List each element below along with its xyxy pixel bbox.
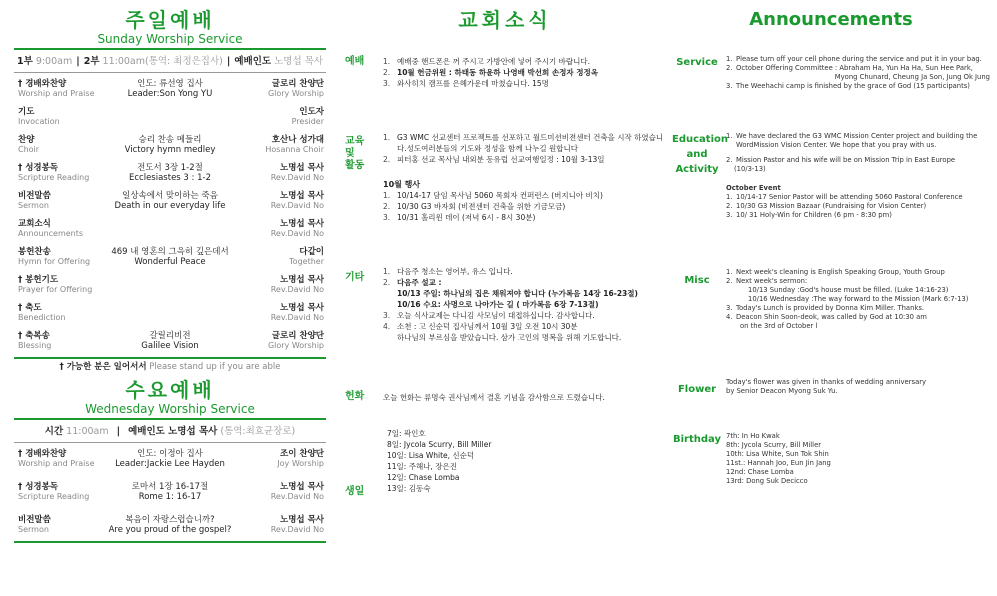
- order-row: [14, 191, 326, 219]
- wed-leader-label: 예배인도 노명섭 목사: [128, 426, 218, 437]
- news-item: G3 WMC 선교센터 프로젝트를 선포하고 월드미션비젼센터 건축을 시작 하였습니다.성도여러분들의 기도와 정성을 함께 나누길 원합니다: [397, 133, 664, 153]
- time1-value: 9:00am: [35, 56, 73, 67]
- news-item: 10/14-17 담임 목사님 5060 목회자 컨퍼런스 (버지니아 비치): [397, 191, 603, 200]
- order-leader: 호산나 성가대: [271, 135, 324, 145]
- ann-item: Today's Lunch is provided by Donna Kim Miller. Thanks.: [736, 304, 925, 312]
- wed-leader-value: (통역:최효균장로): [220, 426, 296, 437]
- ann-item: We have declared the G3 WMC Mission Center project and building the WordMission Vision Center. We hope that you pray with us.: [736, 132, 978, 149]
- order-detail-en: Leader:Jackie Lee Hayden: [115, 459, 225, 469]
- order-row: [14, 303, 326, 331]
- order-leader: 노명섭 목사: [279, 163, 324, 173]
- order-leader-en: Rev.David No: [270, 285, 324, 294]
- wed-time-label: 시간: [44, 426, 64, 437]
- section-label: Service: [676, 57, 718, 68]
- birthday-item: 12nd: Chase Lomba: [726, 468, 794, 476]
- section-label: 생일: [345, 486, 365, 497]
- birthday-item: 13일: 김동숙: [387, 484, 431, 493]
- separator: |: [116, 426, 121, 437]
- order-item: 기도: [18, 107, 35, 117]
- oct-event-head: October Event: [726, 184, 781, 192]
- ann-flower-text: by Senior Deacon Myong Suk Yu.: [726, 387, 838, 395]
- order-leader-en: Hosanna Choir: [265, 145, 324, 154]
- order-leader: 글로리 찬양단: [271, 331, 324, 341]
- order-item-en: Benediction: [18, 313, 66, 322]
- divider: [14, 48, 326, 50]
- section-label-part: 교육: [345, 136, 365, 147]
- ann-item: 10/16 Wednesday :The way forward to the Mission (Mark 6:7-13): [748, 295, 969, 303]
- time2-label: 2부: [83, 56, 100, 67]
- section-label: Misc: [684, 275, 710, 286]
- order-leader-en: Glory Worship: [267, 341, 324, 350]
- order-item-en: Choir: [18, 145, 40, 154]
- order-detail: 일상속에서 맞이하는 죽음: [122, 191, 218, 201]
- time2-value: 11:00am(통역: 최정은집사): [102, 56, 223, 67]
- order-item-en: Announcements: [18, 229, 84, 238]
- ann-item: Next week's cleaning is English Speaking Group, Youth Group: [736, 268, 945, 276]
- order-detail: 469 내 영혼의 그윽히 깊은데서: [111, 247, 229, 257]
- ann-item: 10/14-17 Senior Pastor will be attending 5060 Pastoral Conference: [736, 193, 963, 201]
- order-item-en: Sermon: [18, 525, 49, 534]
- order-row: [14, 515, 326, 539]
- divider: [14, 541, 326, 543]
- order-leader-en: Rev.David No: [270, 492, 324, 501]
- order-item: † 성경봉독: [18, 482, 59, 492]
- wed-time-value: 11:00am: [66, 426, 109, 437]
- order-row: [14, 135, 326, 163]
- order-item-en: Scripture Reading: [18, 492, 90, 501]
- korean-news-column: 교회소식 예배 1. 예배중 핸드폰은 꺼 주시고 가방안에 넣어 주시기 바랍니다. 2. 10월 헌금위원 : 하태동 하윤하 나영배 박선희 손정자 정정옥 3. 와사히치 캠프를 은혜가운데 마쳤습니다. 15명 교육 및 활동 1. G3 WMC 선교센터 프로젝트를 선포하고 월드미션비젼센터 건축을 시작 하였습니다.성도여러분들의 기도와 정성을 함께 나누길 원합니다 2. 피터홍 선교 목사님 내외분 동유럽 선교여행일정 : 10월 3-13일 10월 행사 1. 10/14-17 담임 목사님 5060 목회자 컨퍼런스 (버지니아 비치) 2. 10/30 G3 바자회 (비젼센터 건축을 위한 기금모금) 3. 10/31 홀리윈 데이 (저녁 6시 - 8시 30분) 기타 1. 다음주 청소는 영어부, 유스 입니다. 2. 다음주 설교 : 10/13 주일: 하나님의 집은 채워져야 합니다 (누가복음 14장 16-23절) 10/16 수요: 사명으로 나아가는 길 ( 마가복음 6장 7-13절) 3. 오늘 식사교제는 다니김 사모님이 대접하십니다. 감사합니다. 4. 소천 : 고 신순덕 집사님께서 10월 3일 오전 10시 30분 하나님의 부르심을 받았습니다. 삼가 고인의 명복을 위해 기도합니다. 헌화 오늘 헌화는 류명숙 권사님께서 결혼 기념을 감사함으로 드렸습니다. 생일 7일: 곽인호 8일: Jycola Scurry, Bill Miller 10일: Lisa White, 신순덕 11일: 주해나, 장은진 12일: Chase Lomba 13일: 김동숙: [345, 8, 664, 497]
- sunday-title-en: Sunday Worship Service: [97, 32, 243, 46]
- section-label: 예배: [345, 56, 365, 67]
- order-item: † 경배와찬양: [18, 79, 67, 89]
- section-label: Flower: [677, 384, 717, 395]
- section-label: 기타: [345, 272, 365, 283]
- stand-note-ko: † 가능한 분은 일어서서: [59, 362, 147, 372]
- news-item: 와사히치 캠프를 은혜가운데 마쳤습니다. 15명: [397, 79, 549, 88]
- order-leader-en: Rev.David No: [270, 229, 324, 238]
- news-item: 예배중 핸드폰은 꺼 주시고 가방안에 넣어 주시기 바랍니다.: [397, 57, 590, 66]
- sunday-order-list: [14, 79, 326, 359]
- news-item: 다음주 설교 :: [397, 278, 442, 287]
- sunday-title-ko: 주일예배: [125, 8, 215, 32]
- order-leader: 노명섭 목사: [279, 482, 324, 492]
- order-detail-en: Leader:Son Yong YU: [127, 89, 213, 99]
- order-leader-en: Glory Worship: [267, 89, 324, 98]
- order-detail: 인도: 류선영 집사: [137, 79, 203, 89]
- order-detail: 갈릴리비전: [149, 331, 191, 341]
- order-leader: 노명섭 목사: [279, 303, 324, 313]
- order-leader: 노명섭 목사: [279, 219, 324, 229]
- birthday-item: 7일: 곽인호: [387, 429, 426, 438]
- order-detail-en: Are you proud of the gospel?: [108, 525, 232, 535]
- order-leader: 노명섭 목사: [279, 515, 324, 525]
- order-detail-en: Galilee Vision: [141, 341, 199, 351]
- order-leader: 글로리 찬양단: [271, 79, 324, 89]
- section-label: Birthday: [673, 434, 721, 445]
- order-leader-en: Joy Worship: [277, 459, 324, 468]
- order-item-en: Hymn for Offering: [18, 257, 91, 266]
- ann-item: 10/13 Sunday :God's house must be filled. (Luke 14:16-23): [748, 286, 949, 294]
- order-row: [14, 275, 326, 303]
- order-row: [14, 247, 326, 275]
- order-leader-en: Rev.David No: [270, 525, 324, 534]
- order-item-en: Invocation: [18, 117, 60, 126]
- leader-label: 예배인도: [234, 56, 272, 67]
- order-item: † 축도: [18, 303, 42, 313]
- divider: [14, 72, 326, 73]
- order-leader: 노명섭 목사: [279, 191, 324, 201]
- order-leader-en: Rev.David No: [270, 173, 324, 182]
- order-leader-en: Presider: [291, 117, 324, 126]
- ann-item: Deacon Shin Soon-deok, was called by God at 10:30 am: [736, 313, 927, 321]
- order-leader-en: Rev.David No: [270, 201, 324, 210]
- order-leader: 노명섭 목사: [279, 275, 324, 285]
- section-label-part: Education: [672, 134, 728, 145]
- order-item: † 성경봉독: [18, 163, 59, 173]
- order-row: [14, 331, 326, 359]
- ann-item: Mission Pastor and his wife will be on Mission Trip in East Europe: [736, 156, 956, 164]
- news-item: 소천 : 고 신순덕 집사님께서 10월 3일 오전 10시 30분: [397, 322, 578, 331]
- stand-note: [14, 362, 326, 372]
- order-row: [14, 219, 326, 247]
- wednesday-times: [14, 426, 326, 438]
- order-item-en: Scripture Reading: [18, 173, 90, 182]
- news-item: 10/16 수요: 사명으로 나아가는 길 ( 마가복음 6장 7-13절): [397, 300, 599, 309]
- order-detail-en: Ecclesiastes 3 : 1-2: [129, 173, 211, 183]
- oct-events-head: 10월 행사: [383, 180, 421, 189]
- wednesday-order-list: [14, 449, 326, 539]
- news-item: 10/31 홀리윈 데이 (저녁 6시 - 8시 30분): [397, 213, 536, 222]
- wednesday-title-en: Wednesday Worship Service: [85, 402, 255, 416]
- order-leader-en: Rev.David No: [270, 313, 324, 322]
- order-detail: 로마서 1장 16-17절: [131, 482, 209, 492]
- ann-item: The Weehachi camp is finished by the grace of God (15 participants): [736, 82, 970, 90]
- news-item: 오늘 식사교제는 다니김 사모님이 대접하십니다. 감사합니다.: [397, 311, 595, 320]
- ann-item: Myong Chunard, Cheung Ja Son, Jung Ok Jung: [834, 73, 990, 81]
- birthday-item: 8일: Jycola Scurry, Bill Miller: [387, 440, 492, 449]
- section-label: 헌화: [345, 391, 365, 402]
- order-item: 비전말씀: [18, 515, 51, 525]
- english-announcements-column: Announcements Service 1. Please turn off your cell phone during the service and put it in your bag. 2. October Offering Committee : Abraham Ha, Yun Ha Ha, Sun Hee Park, Myong Chunard, Cheung Ja Son, Jung Ok Jung 3. The Weehachi camp is finished by the grace of God (15 participants) Education and Activity 1. We have declared the G3 WMC Mission Center project and building the WordMission Vision Center. We hope that you pray with us. 2. Mission Pastor and his wife will be on Mission Trip in East Europe (10/3-13) October Event 1. 10/14-17 Senior Pastor will be attending 5060 Pastoral Conference 2. 10/30 G3 Mission Bazaar (Fundraising for Vision Center) 3. 10/ 31 Holy-Win for Children (6 pm - 8:30 pm) Misc 1. Next week's cleaning is English Speaking Group, Youth Group 2. Next week's sermon: 10/13 Sunday :God's house must be filled. (Luke 14:16-23) 10/16 Wednesday :The way forward to the Mission (Mark 6:7-13) 3. Today's Lunch is provided by Donna Kim Miller. Thanks. 4. Deacon Shin Soon-deok, was called by God at 10:30 am on the 3rd of October l Flower Today's flower was given in thanks of wedding anniversary by Senior Deacon Myong Suk Yu. Birthday 7th: In Ho Kwak 8th: Jycola Scurry, Bill Miller 10th: Lisa White, Sun Tok Shin 11st.: Hannah Joo, Eun Jin Jang 12nd: Chase Lomba 13rd: Dong Suk Decicco: [672, 9, 990, 485]
- ann-flower-text: Today's flower was given in thanks of wedding anniversary: [726, 378, 927, 386]
- worship-order-column: [14, 8, 326, 543]
- order-item-en: Worship and Praise: [18, 89, 95, 98]
- order-row: [14, 107, 326, 135]
- order-row: [14, 163, 326, 191]
- order-item: † 봉헌기도: [18, 275, 59, 285]
- birthday-item: 10일: Lisa White, 신순덕: [387, 451, 475, 460]
- birthday-item: 13rd: Dong Suk Decicco: [726, 477, 808, 485]
- order-leader-en: Together: [289, 257, 324, 266]
- order-leader: 다같이: [299, 247, 324, 257]
- birthday-item: 11st.: Hannah Joo, Eun Jin Jang: [726, 459, 831, 467]
- order-item-en: Prayer for Offering: [18, 285, 93, 294]
- order-item: 교회소식: [18, 219, 51, 229]
- birthday-item: 7th: In Ho Kwak: [726, 432, 780, 440]
- ann-item: on the 3rd of October l: [740, 322, 818, 330]
- order-item: † 축복송: [18, 331, 50, 341]
- order-item-en: Worship and Praise: [18, 459, 95, 468]
- sunday-times: [14, 56, 326, 68]
- order-detail-en: Rome 1: 16-17: [138, 492, 202, 502]
- birthday-item: 8th: Jycola Scurry, Bill Miller: [726, 441, 822, 449]
- news-item: 10/13 주일: 하나님의 집은 채워져야 합니다 (누가복음 14장 16-23절): [397, 289, 638, 298]
- order-item-en: Sermon: [18, 201, 49, 210]
- birthday-item: 12일: Chase Lomba: [387, 473, 460, 482]
- order-detail: 승리 찬송 메들리: [138, 135, 202, 145]
- order-item-en: Blessing: [18, 341, 52, 350]
- order-item: 비전말씀: [18, 191, 51, 201]
- order-detail: 복음이 자랑스럽습니까?: [125, 515, 215, 525]
- ann-item: Please turn off your cell phone during the service and put it in your bag.: [736, 55, 982, 63]
- order-item: 봉헌찬송: [18, 247, 51, 257]
- section-label-part: Activity: [675, 164, 719, 175]
- time1-label: 1부: [16, 56, 33, 67]
- section-label-part: 및: [345, 148, 355, 159]
- section-label-part: and: [686, 149, 708, 160]
- order-row: [14, 449, 326, 482]
- order-leader: 인도자: [299, 107, 324, 117]
- leader-value: 노명섭 목사: [274, 56, 324, 67]
- divider: [14, 418, 326, 420]
- order-detail-en: Wonderful Peace: [134, 257, 206, 267]
- ann-item: (10/3-13): [734, 165, 766, 173]
- ann-item: Next week's sermon:: [736, 277, 808, 285]
- news-title: 교회소식: [458, 8, 552, 32]
- order-row: [14, 482, 326, 515]
- birthday-item: 11일: 주해나, 장은진: [387, 462, 457, 471]
- section-label: [672, 132, 728, 177]
- wednesday-title-ko: 수요예배: [125, 378, 215, 402]
- separator: |: [226, 56, 231, 67]
- ann-item: 10/ 31 Holy-Win for Children (6 pm - 8:30 pm): [736, 211, 892, 219]
- order-row: [14, 79, 326, 107]
- order-leader: 조이 찬양단: [279, 449, 324, 459]
- order-item: † 경배와찬양: [18, 449, 67, 459]
- flower-text: 오늘 헌화는 류명숙 권사님께서 결혼 기념을 감사함으로 드렸습니다.: [383, 393, 605, 402]
- order-detail: 인도: 이정아 집사: [137, 449, 203, 459]
- ann-item: 10/30 G3 Mission Bazaar (Fundraising for Vision Center): [736, 202, 927, 210]
- birthday-item: 10th: Lisa White, Sun Tok Shin: [726, 450, 829, 458]
- news-item: 다음주 청소는 영어부, 유스 입니다.: [397, 267, 513, 276]
- news-item: 10/30 G3 바자회 (비젼센터 건축을 위한 기금모금): [397, 202, 566, 211]
- divider: [14, 442, 326, 443]
- announcements-title: Announcements: [749, 9, 913, 30]
- ann-item: October Offering Committee : Abraham Ha, Yun Ha Ha, Sun Hee Park,: [736, 64, 973, 72]
- news-item: 10월 헌금위원 : 하태동 하윤하 나영배 박선희 손정자 정정옥: [397, 68, 598, 77]
- order-detail-en: Victory hymn medley: [124, 145, 216, 155]
- stand-note-en: Please stand up if you are able: [149, 362, 281, 372]
- section-label: [345, 136, 364, 172]
- order-item: 찬양: [18, 135, 35, 145]
- order-detail-en: Death in our everyday life: [114, 201, 226, 211]
- section-label-part: 활동: [345, 160, 365, 171]
- news-item: 하나님의 부르심을 받았습니다. 삼가 고인의 명복을 위해 기도합니다.: [397, 333, 622, 342]
- order-detail: 전도서 3장 1-2절: [137, 163, 203, 173]
- separator: |: [76, 56, 80, 67]
- news-item: 피터홍 선교 목사님 내외분 동유럽 선교여행일정 : 10월 3-13일: [397, 155, 605, 164]
